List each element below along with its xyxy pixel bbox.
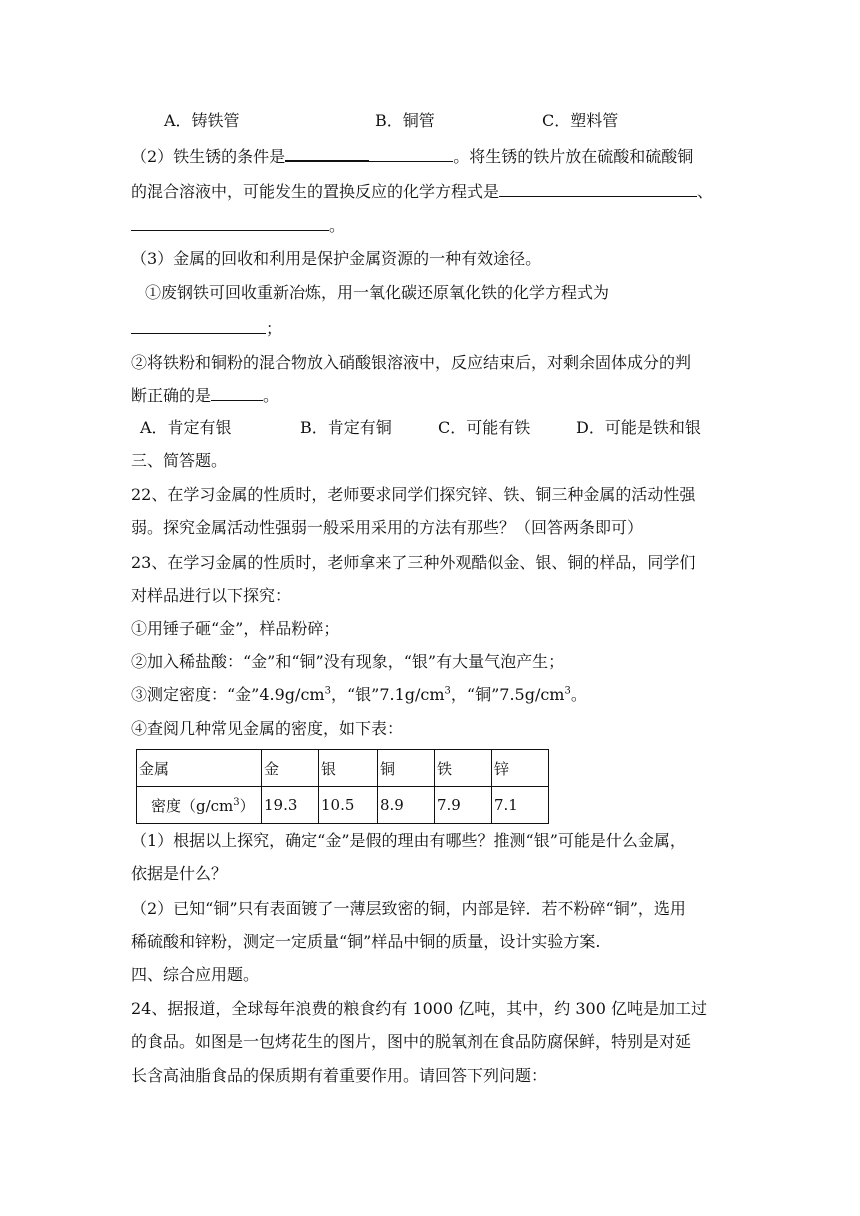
metal-density-table (136, 749, 549, 824)
table-cell: 7.1 (492, 787, 549, 824)
option-b: B．铜管 (375, 111, 435, 130)
q23-line-2: 对样品进行以下探究： (131, 586, 292, 605)
q3-options (140, 417, 701, 439)
q2-line-1: （2）铁生锈的条件是 。将生锈的铁片放在硫酸和硫酸铜 (131, 144, 693, 168)
table-cell: 19.3 (262, 787, 319, 824)
answer-blank[interactable] (211, 384, 263, 401)
q3-intro: （3）金属的回收和利用是保护金属资源的一种有效途径。 (131, 249, 542, 268)
answer-blank[interactable] (499, 180, 697, 197)
table-cell: 铁 (435, 750, 492, 787)
table-cell: 金 (262, 750, 319, 787)
answer-blank[interactable] (131, 214, 329, 231)
q23-line-1: 23、在学习金属的性质时，老师拿来了三种外观酷似金、银、铜的样品，同学们 (131, 553, 696, 572)
q22-line-1: 22、在学习金属的性质时，老师要求同学们探究锌、铁、铜三种金属的活动性强 (131, 485, 696, 504)
q24-line-2: 的食品。如图是一包烤花生的图片，图中的脱氧剂在食品防腐保鲜，特别是对延 (131, 1032, 692, 1051)
table-cell: 10.5 (319, 787, 378, 824)
q2-line-3: 。 (131, 214, 345, 237)
q24-line-3: 长含高油脂食品的保质期有着重要作用。请回答下列问题： (131, 1066, 548, 1085)
q23-part1-line-1: （1）根据以上探究，确定“金”是假的理由有哪些？推测“银”可能是什么金属， (131, 831, 686, 850)
table-row-label: 密度$(g/cm^3)$ (137, 787, 262, 824)
q23-part2-line-1: （2）已知“铜”只有表面镀了一薄层致密的铜，内部是锌．若不粉碎“铜”，选用 (131, 899, 686, 918)
q23-step-2: ②加入稀盐酸：“金”和“铜”没有现象，“银”有大量气泡产生； (131, 652, 565, 671)
q22-line-2: 弱。探究金属活动性强弱一般采用采用的方法有那些？（回答两条即可） (131, 518, 644, 537)
answer-blank[interactable] (131, 317, 266, 334)
q3-sub2-line-1: ②将铁粉和铜粉的混合物放入硝酸银溶液中，反应结束后，对剩余固体成分的判 (131, 353, 692, 372)
table-cell: 铜 (378, 750, 435, 787)
table-cell: 8.9 (378, 787, 435, 824)
section-heading-4: 四、综合应用题。 (131, 965, 260, 984)
option-d: D．可能是铁和银 (576, 418, 701, 437)
q1-options (164, 110, 618, 132)
table-cell: 锌 (492, 750, 549, 787)
section-heading-3: 三、简答题。 (131, 451, 228, 470)
q23-part1-line-2: 依据是什么？ (131, 864, 228, 883)
table-header-label: 金属 (137, 750, 262, 787)
q3-sub1: ①废钢铁可回收重新冶炼，用一氧化碳还原氧化铁的化学方程式为 (145, 283, 610, 302)
table-row (137, 787, 549, 824)
option-c: C．塑料管 (542, 111, 619, 130)
q23-step-4: ④查阅几种常见金属的密度，如下表： (131, 719, 404, 738)
option-a: A．铸铁管 (164, 111, 240, 130)
option-b: B．肯定有铜 (300, 418, 392, 437)
option-c: C．可能有铁 (438, 418, 531, 437)
table-cell: 7.9 (435, 787, 492, 824)
q3-sub2-line-2: 断正确的是 。 (131, 386, 280, 405)
answer-blank[interactable] (369, 145, 453, 162)
table-row (137, 750, 549, 787)
answer-blank[interactable] (285, 144, 369, 162)
q23-step-1: ①用锤子砸“金”，样品粉碎； (131, 619, 340, 638)
q3-sub1-blank-line: ； (131, 317, 282, 340)
q23-part2-line-2: 稀硫酸和锌粉，测定一定质量“铜”样品中铜的质量，设计实验方案. (131, 932, 601, 951)
table-cell: 银 (319, 750, 378, 787)
q24-line-1: 24、据报道，全球每年浪费的粮食约有 1000 亿吨，其中，约 300 亿吨是加工过 (131, 999, 707, 1018)
q2-line-2: 的混合溶液中，可能发生的置换反应的化学方程式是 、 (131, 182, 714, 201)
q23-step-3: ③测定密度：“金$”4.9g/cm^3$，“银$”7.1g/cm^3$，“铜$”7.5g/cm^3$。 (131, 685, 587, 704)
option-a: A．肯定有银 (140, 418, 232, 437)
